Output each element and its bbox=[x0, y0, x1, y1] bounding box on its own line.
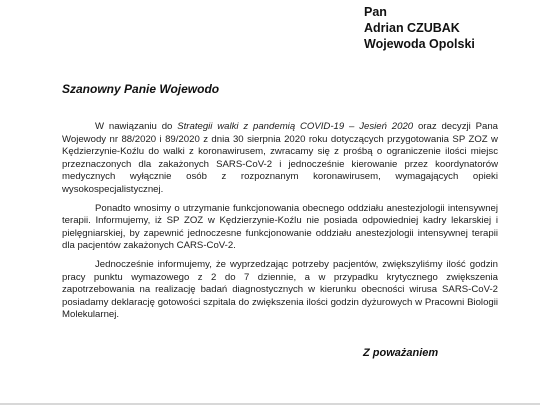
paragraph-3: Jednocześnie informujemy, że wyprzedzając potrzeby pacjentów, zwiększyliśmy ilość godzin pracy punktu wymazowego z 2 do 7 dziennie, a w przypadku krytycznego zwiększenia zapotrzebowania na realizację badań diagnostycznych w kierunku obecności wirusa SARS-CoV-2 posiadamy deklarację gotowości szpitala do zwiększenia ilości godzin dyżurowych w Pracowni Biologii Molekularnej. bbox=[62, 258, 498, 321]
addressee-title: Pan bbox=[364, 5, 387, 19]
addressee-name: Adrian CZUBAK bbox=[364, 21, 460, 35]
addressee-block bbox=[364, 4, 475, 52]
paragraph-2: Ponadto wnosimy o utrzymanie funkcjonowania obecnego oddziału anestezjologii intensywnej terapii. Informujemy, iż SP ZOZ w Kędzierzynie-Koźlu nie posiada odpowiedniej kadry lekarskiej i pielęgniarskiej, by zapewnić jednoczesne funkcjonowanie oddziału anestezjologii intensywnej terapii dla pacjentów zakażonych CARS-CoV-2. bbox=[62, 202, 498, 252]
letter-body bbox=[62, 121, 498, 328]
page-bottom-edge bbox=[0, 403, 540, 405]
paragraph-1 bbox=[62, 121, 498, 197]
closing-phrase: Z poważaniem bbox=[363, 347, 439, 359]
addressee-position: Wojewoda Opolski bbox=[364, 37, 475, 51]
salutation: Szanowny Panie Wojewodo bbox=[62, 82, 220, 96]
strategy-title: Strategii walki z pandemią COVID-19 – Jesień 2020 bbox=[177, 121, 414, 132]
paragraph-1-intro: W nawiązaniu do bbox=[95, 121, 178, 132]
paragraph-1-rest: oraz decyzji Pana Wojewody nr 88/2020 i 89/2020 z dnia 30 sierpnia 2020 roku dotyczących przygotowania SP ZOZ w Kędzierzynie-Koźlu do walki z koronawirusem, zwracamy się z prośbą o ograniczenie ilości miejsc przeznaczonych dla zakażonych SARS-CoV-2 i jednocześnie kierowanie przez koordynatorów medycznych wyłącznie osób z rozpoznanym koronawirusem, wymagających opieki wysokospecjalistycznej. bbox=[62, 121, 498, 195]
